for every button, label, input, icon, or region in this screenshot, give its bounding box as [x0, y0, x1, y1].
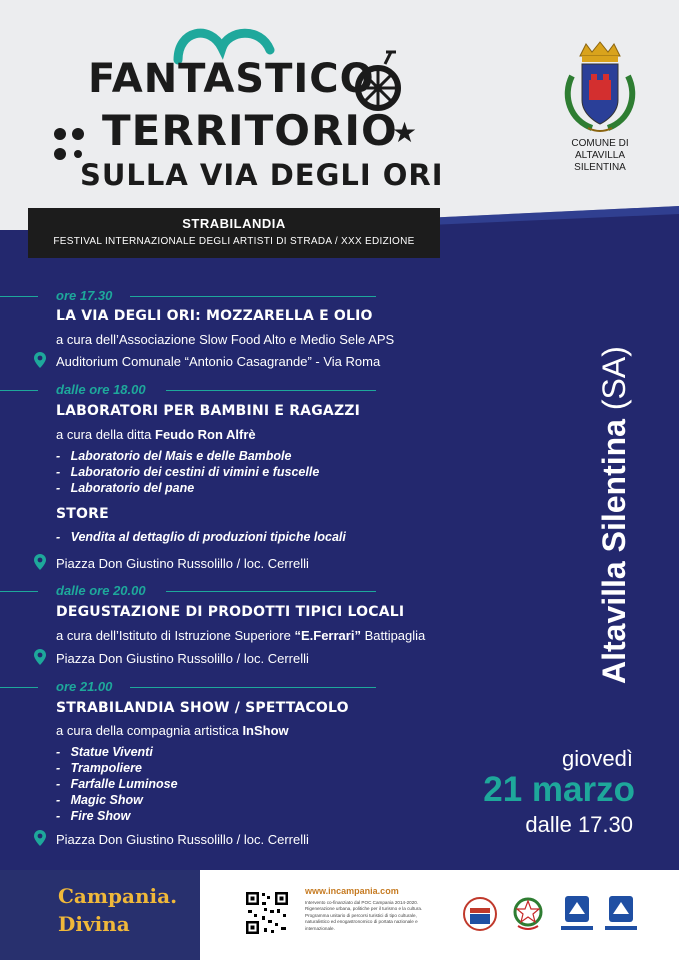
list-item-text: Laboratorio del Mais e delle Bambole — [70, 449, 292, 463]
separator-line — [0, 296, 36, 297]
event-title: DEGUSTAZIONE DI PRODOTTI TIPICI LOCALI — [56, 604, 405, 620]
list-item: - Vendita al dettaglio di produzioni tipiche locali — [56, 530, 346, 544]
list-item: - Laboratorio del pane — [56, 481, 195, 495]
comune-line2: ALTAVILLA SILENTINA — [574, 150, 626, 173]
date-day: giovedì — [562, 746, 633, 771]
separator-line — [130, 296, 376, 297]
brand-line2: Divina — [58, 912, 130, 936]
list-item-text: Trampoliere — [70, 761, 142, 775]
event-title: LA VIA DEGLI ORI: MOZZARELLA E OLIO — [56, 308, 373, 324]
event-time: dalle ore 20.00 — [56, 583, 146, 598]
event-organizer — [56, 427, 256, 442]
list-item-text: Magic Show — [70, 793, 143, 807]
organizer-name: Feudo Ron Alfrè — [155, 427, 256, 442]
festival-banner — [28, 208, 440, 258]
comune-line1: COMUNE DI — [571, 138, 629, 149]
list-item: - Laboratorio dei cestini di vimini e fuscelle — [56, 465, 320, 479]
brand-line1: Campania. — [58, 884, 178, 908]
banner-subtitle: FESTIVAL INTERNAZIONALE DEGLI ARTISTI DI STRADA / XXX EDIZIONE — [53, 236, 415, 247]
event-title: STRABILANDIA SHOW / SPETTACOLO — [56, 700, 349, 716]
organizer-suffix: Battipaglia — [360, 628, 426, 643]
list-item: - Statue Viventi — [56, 745, 153, 759]
list-item-text: Farfalle Luminose — [70, 777, 178, 791]
list-item: - Farfalle Luminose — [56, 777, 178, 791]
location-pin-icon — [34, 830, 46, 846]
separator-line — [166, 390, 376, 391]
regione-campania-turismo-logo-icon — [601, 894, 641, 936]
list-item-text: Vendita al dettaglio di produzioni tipiche locali — [70, 530, 346, 544]
location-pin-icon — [34, 554, 46, 570]
event-time: ore 21.00 — [56, 679, 113, 694]
event-time: ore 17.30 — [56, 288, 113, 303]
organizer-prefix: a cura della ditta — [56, 427, 156, 442]
organizer-name: “E.Ferrari” — [294, 628, 361, 643]
location-pin-icon — [34, 352, 46, 368]
event-organizer — [56, 723, 289, 738]
title-territorio: TERRITORIO — [102, 106, 398, 155]
website-link[interactable]: www.incampania.com — [305, 886, 399, 896]
list-item: - Trampoliere — [56, 761, 142, 775]
title-subtitle: SULLA VIA DEGLI ORI — [80, 158, 444, 192]
list-item-text: Laboratorio dei cestini di vimini e fuscelle — [70, 465, 320, 479]
location-town: Altavilla Silentina — [596, 419, 632, 684]
comune-label — [550, 138, 650, 174]
separator-line — [0, 687, 36, 688]
organizer-name: InShow — [242, 723, 289, 738]
location-province: (SA) — [596, 346, 632, 420]
event-title: LABORATORI PER BAMBINI E RAGAZZI — [56, 403, 361, 419]
store-title: STORE — [56, 506, 109, 522]
comune-crest-icon — [562, 36, 638, 136]
funding-text: Intervento co-finanziato dal POC Campania 2014-2020. Rigenerazione urbana, politiche per il turismo e la cultura. Programma unitario di percorsi turistici di tipo culturale, naturalistico ed enogastronomico di portata nazionale e internazionale. — [305, 900, 423, 931]
regione-campania-logo-icon — [557, 894, 597, 936]
list-item-text: Fire Show — [70, 809, 131, 823]
list-item: - Fire Show — [56, 809, 131, 823]
date-main: 21 marzo — [483, 770, 635, 809]
list-item-text: Laboratorio del pane — [70, 481, 195, 495]
list-item-text: Statue Viventi — [70, 745, 153, 759]
event-time: dalle ore 18.00 — [56, 382, 146, 397]
date-time: dalle 17.30 — [525, 812, 633, 837]
star-icon: ★ — [392, 117, 418, 148]
location-pin-icon — [34, 649, 46, 665]
separator-line — [166, 591, 376, 592]
poc-campania-badge-icon — [462, 896, 498, 932]
title-fantastico: FANTASTICO — [88, 56, 375, 102]
separator-line — [0, 591, 36, 592]
event-place: Piazza Don Giustino Russolillo / loc. Cerrelli — [56, 556, 309, 571]
location-vertical — [596, 346, 633, 684]
list-item: - Magic Show — [56, 793, 143, 807]
event-organizer — [56, 628, 425, 643]
event-place: Piazza Don Giustino Russolillo / loc. Cerrelli — [56, 832, 309, 847]
list-item: - Laboratorio del Mais e delle Bambole — [56, 449, 292, 463]
event-place: Auditorium Comunale “Antonio Casagrande” - Via Roma — [56, 354, 381, 369]
organizer-prefix: a cura dell’Istituto di Istruzione Superiore — [56, 628, 295, 643]
event-place: Piazza Don Giustino Russolillo / loc. Cerrelli — [56, 651, 309, 666]
event-organizer: a cura dell’Associazione Slow Food Alto e Medio Sele APS — [56, 332, 395, 347]
separator-line — [0, 390, 36, 391]
organizer-prefix: a cura della compagnia artistica — [56, 723, 243, 738]
separator-line — [130, 687, 376, 688]
republic-emblem-icon — [512, 896, 544, 932]
banner-title: STRABILANDIA — [182, 216, 286, 231]
qr-code-icon[interactable] — [244, 890, 290, 936]
